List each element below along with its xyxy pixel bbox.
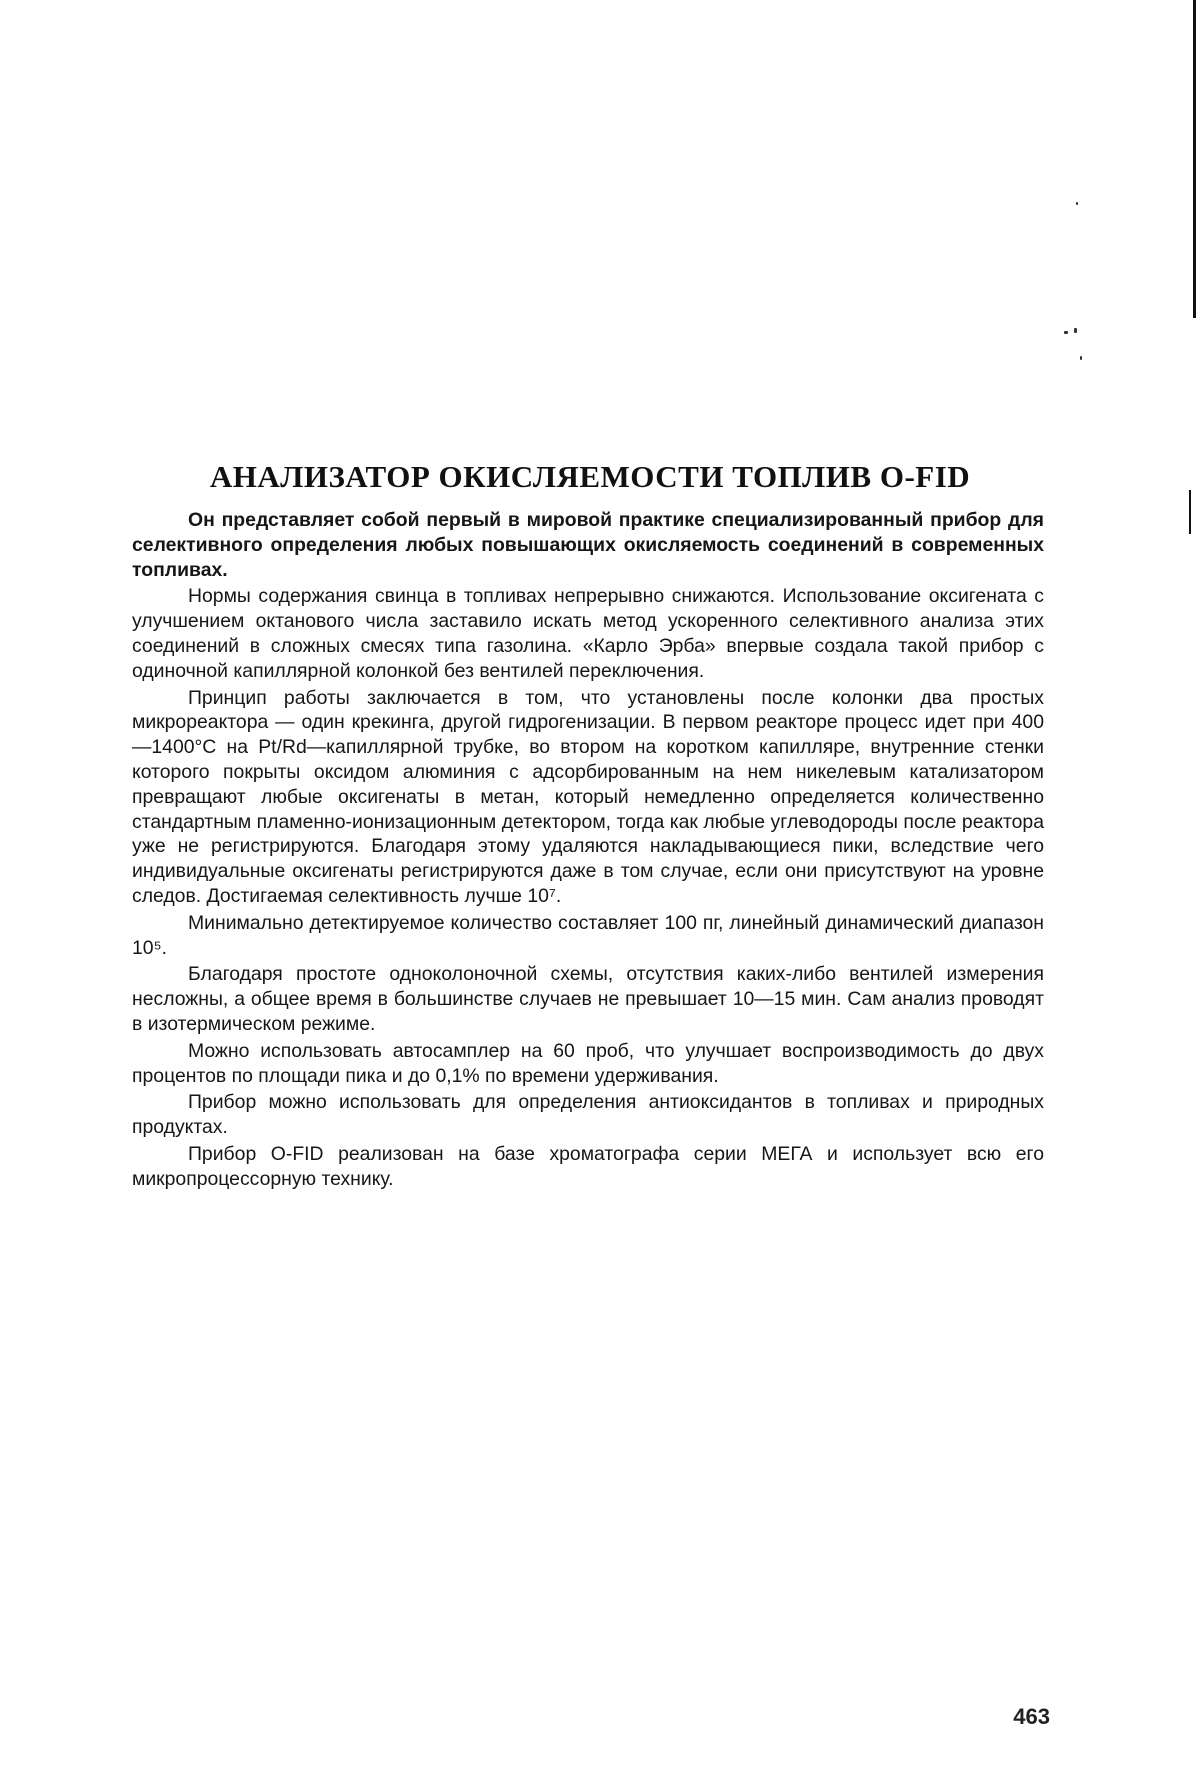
scan-edge-mark — [1189, 490, 1191, 534]
scan-dot — [1064, 331, 1068, 334]
article-body — [132, 508, 1044, 1194]
scan-edge-mark — [1193, 0, 1196, 318]
paragraph-simplicity: Благодаря простоте одноколоночной схемы, отсутствия каких-либо вентилей измерения несложны, а общее время в большинстве случаев не превышает 10—15 мин. Сам анализ проводят в изотермическом режиме. — [132, 963, 1044, 1035]
scan-dot — [1080, 356, 1082, 360]
paragraph-lead-norms: Нормы содержания свинца в топливах непрерывно снижаются. Использование оксигената с улучшением октанового числа заставило искать метод ускоренного селективного анализа этих соединений в сложных смесях типа газолина. «Карло Эрба» впервые создала такой прибор с одиночной капиллярной колонкой без вентилей переключения. — [132, 585, 1044, 682]
paragraph-principle: Принцип работы заключается в том, что установлены после колонки два простых микрореактора — один крекинга, другой гидрогенизации. В первом реакторе процесс идет при 400—1400°С на Pt/Rd—капиллярной трубке, во втором на коротком капилляре, внутренние стенки которого покрыты оксидом алюминия с адсорбированным на нем никелевым катализатором превращают любые оксигенаты в метан, который немедленно определяется количественно стандартным пламенно-ионизационным детектором, тогда как любые углеводороды после реактора уже не регистрируются. Благодаря этому удаляются накладывающиеся пики, вследствие чего индивидуальные оксигенаты регистрируются даже в том случае, если они присутствуют на уровне следов. Достигаемая селективность лучше 10⁷. — [132, 686, 1044, 907]
scan-dot — [1074, 328, 1077, 333]
page-title: АНАЛИЗАТОР ОКИСЛЯЕМОСТИ ТОПЛИВ O-FID — [209, 458, 971, 494]
paragraph-intro: Он представляет собой первый в мировой практике специализированный прибор для селективного определения любых повышающих окисляемость соединений в современных топливах. — [132, 509, 1044, 581]
paragraph-autosampler: Можно использовать автосамплер на 60 проб, что улучшает воспроизводимость до двух процентов по площади пика и до 0,1% по времени удерживания. — [132, 1039, 1044, 1087]
paragraph-mega: Прибор O-FID реализован на базе хроматографа серии МЕГА и использует всю его микропроцессорную технику. — [132, 1142, 1044, 1190]
page-number: 463 — [1013, 1704, 1050, 1729]
scan-dot — [1076, 202, 1078, 205]
paragraph-antioxidants: Прибор можно использовать для определения антиоксидантов в топливах и природных продуктах. — [132, 1091, 1044, 1139]
paragraph-detection-limit: Минимально детектируемое количество составляет 100 пг, линейный динамический диапазон 10⁵. — [132, 911, 1044, 959]
